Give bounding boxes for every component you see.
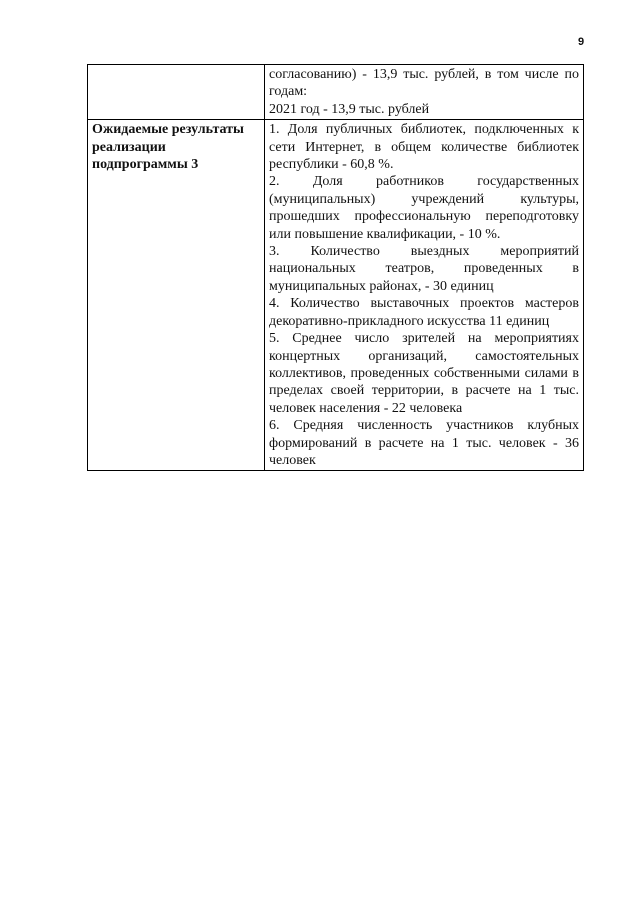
result-item-5: 5. Среднее число зрителей на мероприятиях концертных организаций, самостоятельных коллективов, проведенных собственными силами в пределах своей территории, в расчете на 1 тыс. человек населения - 22 человека [269, 331, 579, 416]
row-value [265, 120, 584, 471]
result-item-2: 2. Доля работников государственных (муниципальных) учреждений культуры, прошедших профессиональную переподготовку или повышение квалификации, - 10 %. [269, 174, 579, 242]
funding-year-line: 2021 год - 13,9 тыс. рублей [269, 101, 430, 117]
row-value [265, 65, 584, 120]
table-row-expected-results [88, 120, 584, 471]
funding-line: согласованию) - 13,9 тыс. рублей, в том числе по годам: [269, 67, 579, 100]
row-label [88, 65, 265, 120]
result-item-1: 1. Доля публичных библиотек, подключенных к сети Интернет, в общем количестве библиотек республики - 60,8 %. [269, 122, 579, 173]
result-item-3: 3. Количество выездных мероприятий национальных театров, проведенных в муниципальных районах, - 30 единиц [269, 244, 579, 294]
result-item-6: 6. Средняя численность участников клубных формирований в расчете на 1 тыс. человек - 36 человек [269, 418, 579, 468]
row-label: Ожидаемые результаты реализации подпрограммы 3 [88, 120, 265, 471]
subprogram-table [87, 64, 584, 471]
page-number: 9 [578, 36, 585, 48]
table-row-funding-continuation [88, 65, 584, 120]
result-item-4: 4. Количество выставочных проектов мастеров декоративно-прикладного искусства 11 единиц [269, 296, 579, 329]
